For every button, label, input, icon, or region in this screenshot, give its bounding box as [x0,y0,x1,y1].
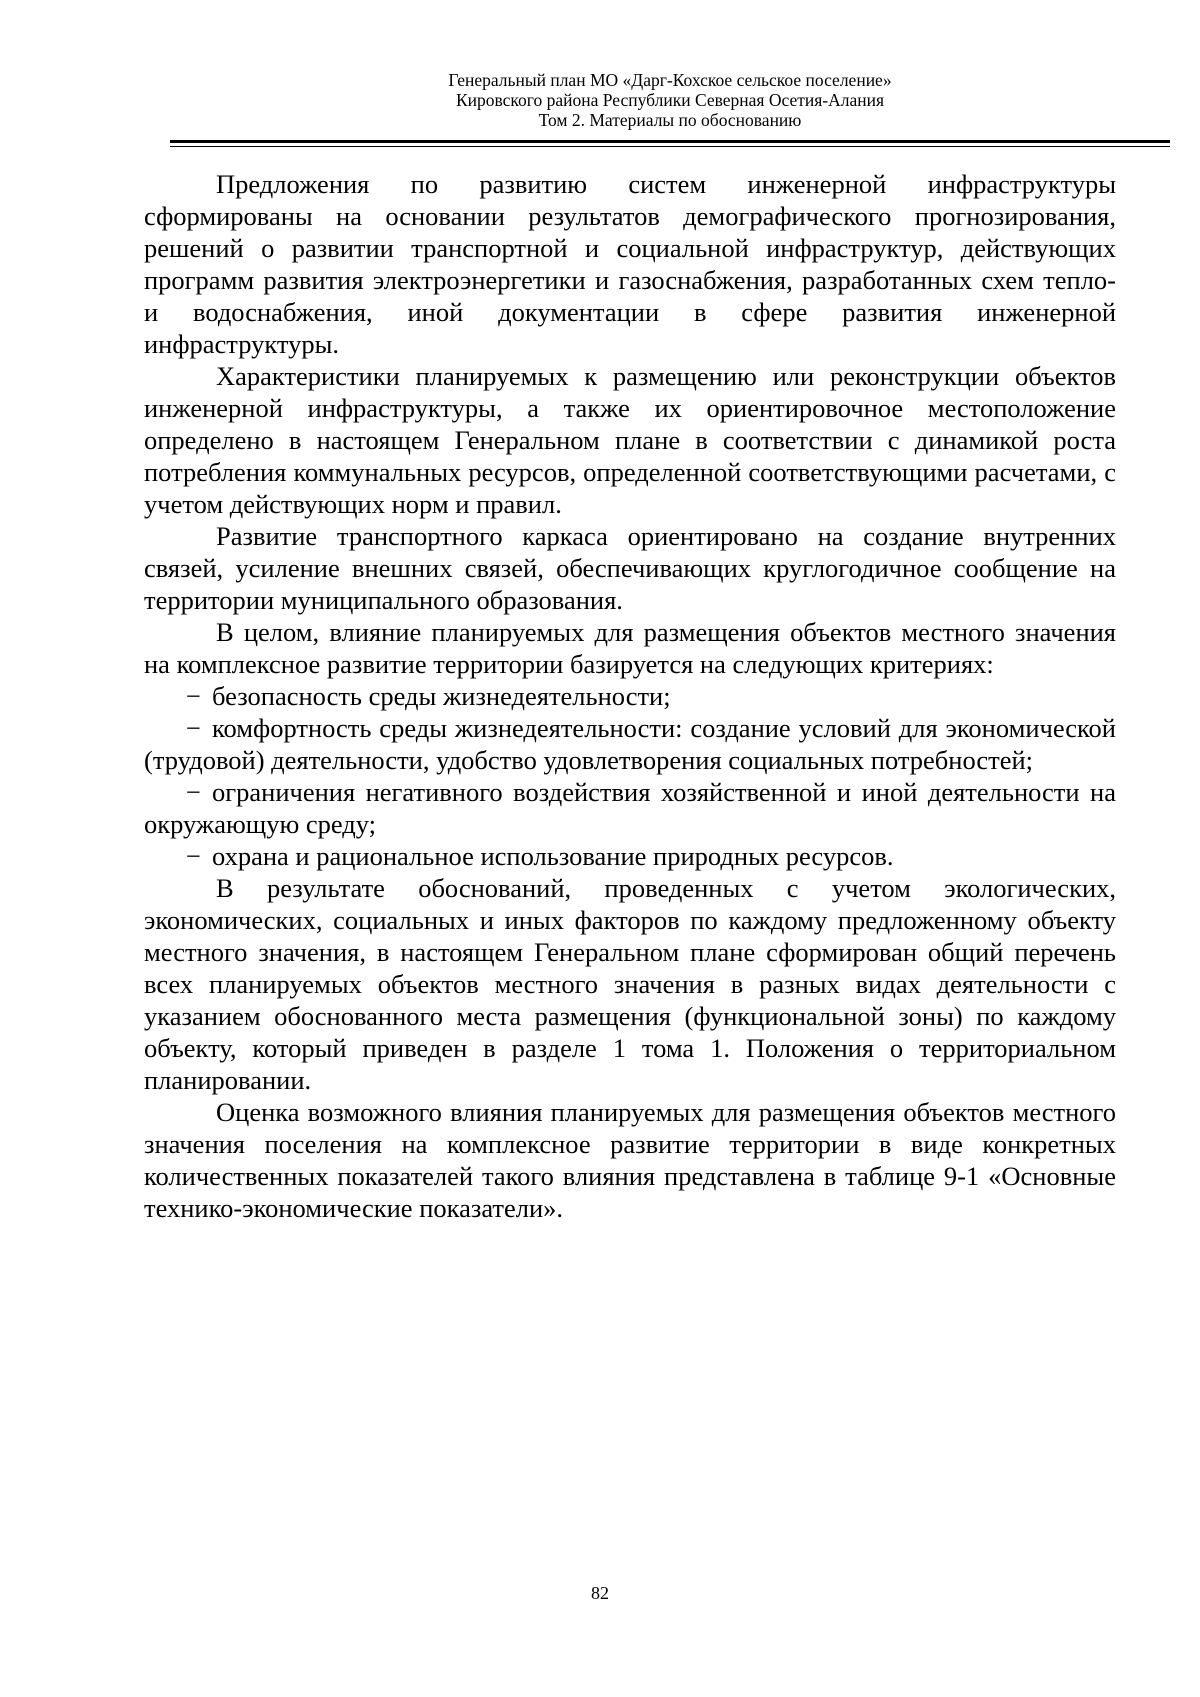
list-item [144,680,1116,712]
paragraph: Оценка возможного влияния планируемых для размещения объектов местного значения поселения на комплексное развитие территории в виде конкретных количественных показателей такого влияния представлена в таблице 9-1 «Основные технико-экономические показатели». [144,1097,1116,1223]
list-item-text: комфортность среды жизнедеятельности: создание условий для экономической (трудовой) деятельности, удобство удовлетворения социальных потребностей; [144,713,1116,775]
header-line-3: Том 2. Материалы по обоснованию [538,110,802,130]
list-item [144,840,1116,872]
paragraph: Предложения по развитию систем инженерной инфраструктуры сформированы на основании результатов демографического прогнозирования, решений о развитии транспортной и социальной инфраструктур, действующих программ развития электроэнергетики и газоснабжения, разработанных схем тепло- и водоснабжения, иной документации в сфере развития инженерной инфраструктуры. [144,169,1116,359]
paragraph: В результате обоснований, проведенных с учетом экологических, экономических, социальных и иных факторов по каждому предложенному объекту местного значения, в настоящем Генеральном плане сформирован общий перечень всех планируемых объектов местного значения в разных видах деятельности с указанием обоснованного места размещения (функциональной зоны) по каждому объекту, который приведен в разделе 1 тома 1. Положения о территориальном планировании. [144,873,1116,1095]
paragraph: В целом, влияние планируемых для размещения объектов местного значения на комплексное развитие территории базируется на следующих критериях: [144,617,1116,679]
dash-marker: − [186,681,201,711]
paragraph: Характеристики планируемых к размещению или реконструкции объектов инженерной инфраструктуры, а также их ориентировочное местоположение определено в настоящем Генеральном плане в соответствии с динамикой роста потребления коммунальных ресурсов, определенной соответствующими расчетами, с учетом действующих норм и правил. [144,361,1116,519]
list-item-text: охрана и рациональное использование природных ресурсов. [212,841,894,871]
page-header [170,70,1170,130]
list-item [144,776,1116,840]
header-line-1: Генеральный план МО «Дарг-Кохское сельское поселение» [448,70,892,90]
list-item-text: ограничения негативного воздействия хозяйственной и иной деятельности на окружающую среду; [144,777,1116,839]
header-line-2: Кировского района Республики Северная Осетия-Алания [455,90,885,110]
page-number: 82 [591,1583,609,1603]
dash-marker: − [186,841,201,871]
header-rule [170,140,1170,147]
list-item [144,712,1116,776]
dash-marker: − [186,713,201,743]
dash-marker: − [186,777,201,807]
list-item-text: безопасность среды жизнедеятельности; [212,681,671,711]
paragraph: Развитие транспортного каркаса ориентировано на создание внутренних связей, усиление внешних связей, обеспечивающих круглогодичное сообщение на территории муниципального образования. [144,521,1116,615]
document-body [144,168,1116,1224]
